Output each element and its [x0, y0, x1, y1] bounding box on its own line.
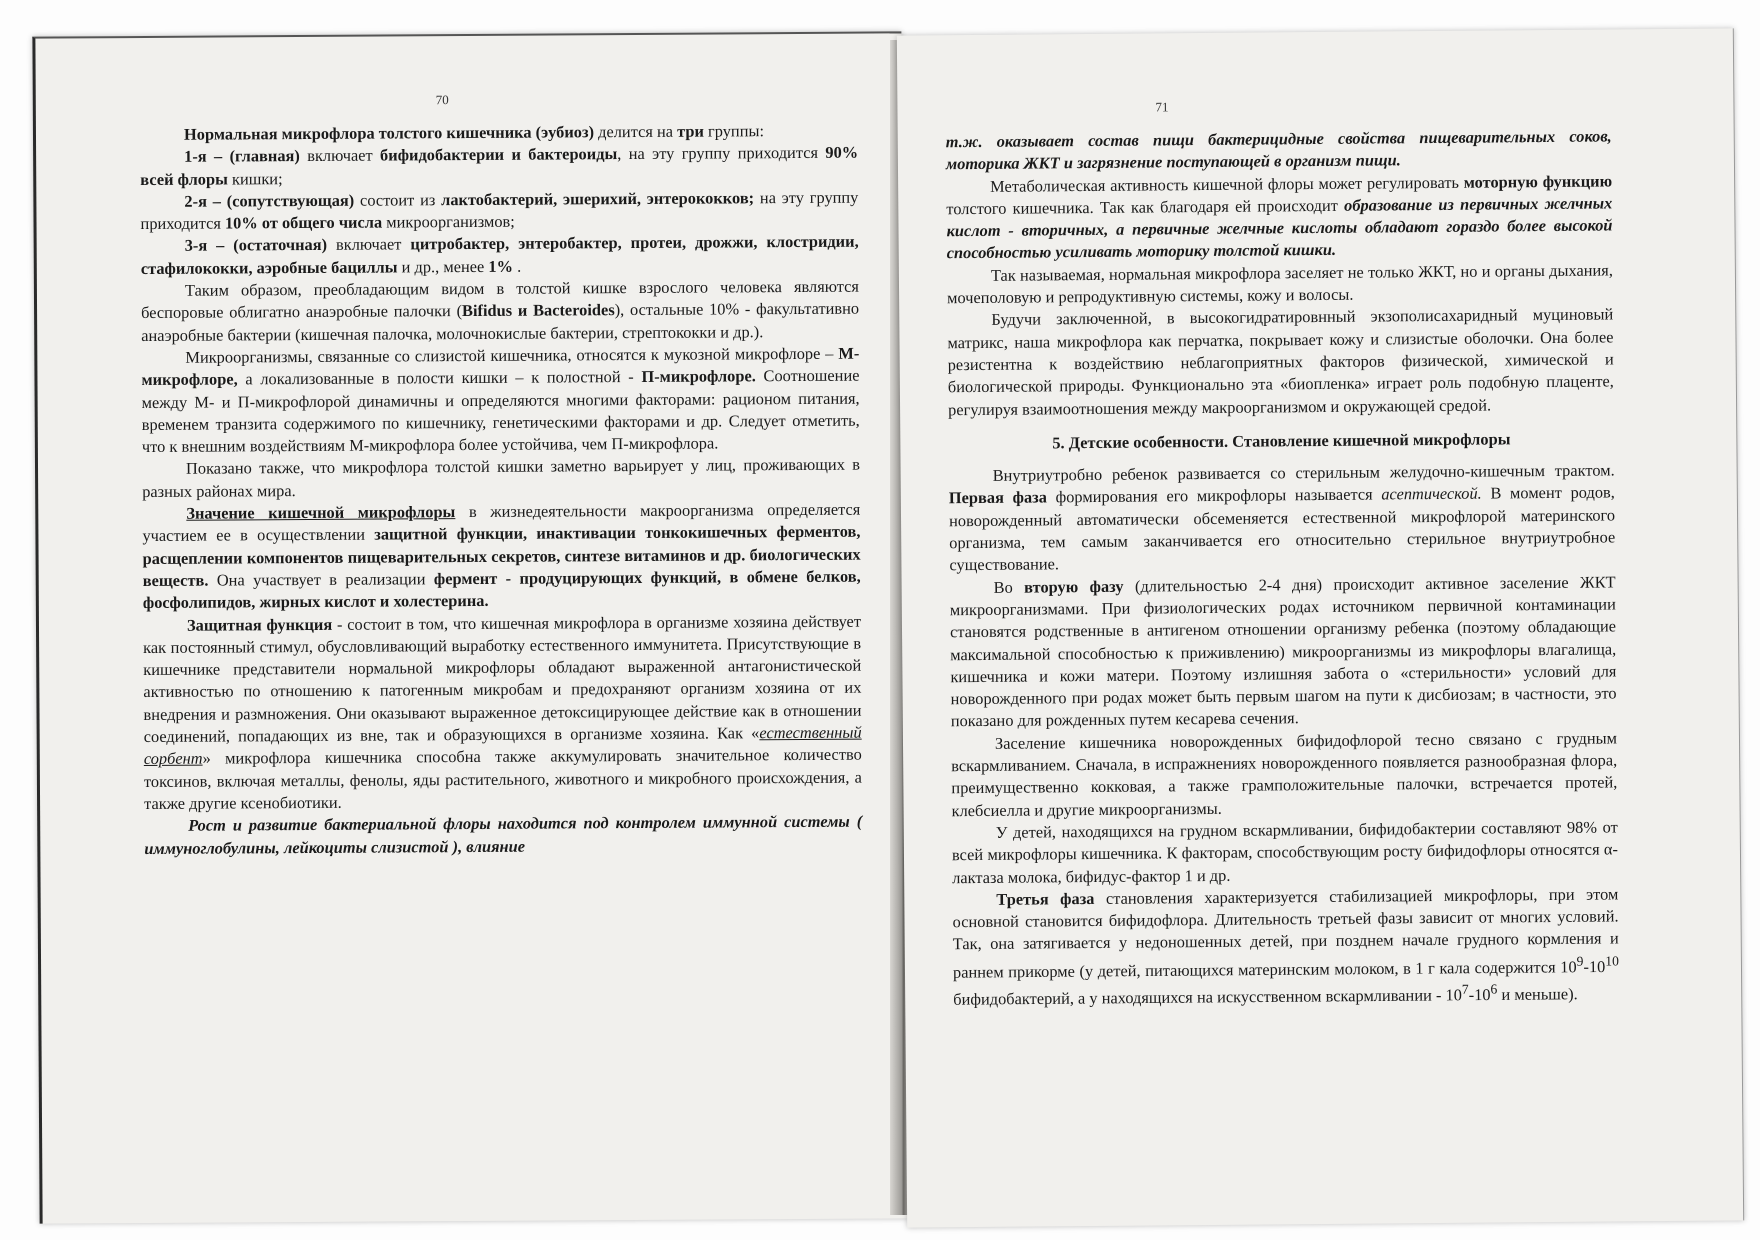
paragraph: 3-я – (остаточная) включает цитробактер, энтеробактер, протеи, дрожжи, клостридии, стафилококки, аэробные бациллы и др., менее 1% .	[140, 232, 859, 278]
paragraph: Показано также, что микрофлора толстой кишки заметно варьирует у лиц, проживающих в разных районах мира.	[142, 455, 861, 501]
left-page-text	[140, 120, 862, 860]
page-number-right: 71	[1155, 99, 1169, 115]
left-page	[32, 31, 908, 1223]
paragraph: Заселение кишечника новорожденных бифидофлорой тесно связано с грудным вскармливанием. Сначала, в испражнениях новорожденного появляется разнообразная флора, преимущественно кокковая, а также грамположительные палочки, встречается протей, клебсиелла и другие микроорганизмы.	[951, 728, 1618, 820]
paragraph: Внутриутробно ребенок развивается со стерильным желудочно-кишечным трактом. Первая фаза формирования его микрофлоры называется асептической. В момент родов, новорожденный автоматически обсеменяется естественной микрофлорой материнского организма, тем самым заканчивается его относительно стерильное внутриутробное существование.	[948, 460, 1616, 575]
page-number-left: 70	[435, 92, 449, 108]
paragraph: 2-я – (сопутствующая) состоит из лактобактерий, эшерихий, энтерококков; на эту группу приходится 10% от общего числа микроорганизмов;	[140, 187, 859, 234]
paragraph: Рост и развитие бактериальной флоры находится под контролем иммунной системы ( иммуноглобулины, лейкоциты слизистой ), влияние	[144, 811, 863, 858]
right-page	[897, 28, 1744, 1227]
section-heading: 5. Детские особенности. Становление кишечной микрофлоры	[1052, 429, 1511, 453]
paragraph: Третья фаза становления характеризуется стабилизацией микрофлоры, при этом основной становится бифидофлора. Длительность третьей фазы зависит от многих условий. Так, она затягивается у недоношенных детей, при позднем начале грудного кормления и раннем прикорме (у детей, питающихся материнским молоком, в 1 г кала содержится $10^9-10^{10}$ бифидобактерий, а у находящихся на искусственном вскармливании - $10^7-10^6$ и меньше).	[952, 884, 1619, 1010]
paragraph: Так называемая, нормальная микрофлора заселяет не только ЖКТ, но и органы дыхания, мочеполовую и репродуктивную системы, кожу и волосы.	[947, 260, 1613, 308]
paragraph: 1-я – (главная) включает бифидобактерии и бактероиды, на эту группу приходится 90% всей флоры кишки;	[140, 142, 859, 189]
paragraph: Нормальная микрофлора толстого кишечника (эубиоз) делится на три группы:	[183, 121, 765, 144]
paragraph: т.ж. оказывает состав пищи бактерицидные свойства пищеварительных соков, моторика ЖКТ и загрязнение поступающей в организм пищи.	[945, 126, 1612, 174]
paragraph: Таким образом, преобладающим видом в толстой кишке взрослого человека являются беспоровые облигатно анаэробные палочки (Bifidus и Bacteroides), остальные 10% - факультативно анаэробные бактерии (кишечная палочка, молочнокислые бактерии, стрептококки и др.).	[141, 276, 860, 345]
paragraph: Во вторую фазу (длительностью 2-4 дня) происходит активное заселение ЖКТ микроорганизмами. При физиологических родах источником первичной контаминации становятся родственные в антигеном отношении организму ребенка (поэтому обладающие максимальной способностью к приживлению) микроорганизмы из микрофлоры влагалища, кишечника и кожи матери. Поэтому излишняя забота о «стерильности» условий для новорожденного при родах может быть первым шагом на пути к дисбиозам; в частности, это показано для рожденных путем кесарева сечения.	[949, 572, 1617, 731]
right-page-text	[946, 125, 1620, 1011]
paragraph: Защитная функция - состоит в том, что кишечная микрофлора в организме хозяина действует как постоянный стимул, обусловливающий выработку естественного иммунитета. Присутствующие в кишечнике представители нормальной микрофлоры обладают выраженной антагонистической активностью по отношению к патогенным микробам и предохраняют организм хозяина от их внедрения и размножения. Они оказывают выраженное детоксицирующее действие как в отношении соединений, попадающих из вне, так и образующихся в организме хозяина. Как «естественный сорбент» микрофлора кишечника способна также аккумулировать значительное количество токсинов, включая металлы, фенолы, яды растительного, животного и микробного происхождения, а также другие ксенобиотики.	[143, 611, 862, 813]
paragraph: Микроорганизмы, связанные со слизистой кишечника, относятся к мукозной микрофлоре – М-микрофлоре, а локализованные в полости кишки – к полостной - П-микрофлоре. Соотношение между М- и П-микрофлорой динамичны и определяются многими факторами: рационом питания, временем транзита содержимого по кишечнику, генетическими факторами и др. Следует отметить, что к внешним воздействиям М-микрофлора более устойчива, чем П-микрофлора.	[141, 343, 860, 457]
paragraph: Значение кишечной микрофлоры в жизнедеятельности макроорганизма определяется участием ее в осуществлении защитной функции, инактивации тонкокишечных ферментов, расщеплении компонентов пищеварительных секретов, синтезе витаминов и др. биологических веществ. Она участвует в реализации фермент - продуцирующих функций, в обмене белков, фосфолипидов, жирных кислот и холестерина.	[142, 499, 861, 613]
paragraph: Будучи заключенной, в высокогидратировнный экзополисахаридный муциновый матрикс, наша микрофлора как перчатка, покрывает кожу и слизистые оболочки. Она более резистентна к воздействию неблагоприятных факторов физической, химической и биологической природы. Функционально эта «биопленка» играет роль подобную плаценте, регулируя взаимоотношения между макроорганизмом и окружающей средой.	[947, 304, 1614, 419]
paragraph: У детей, находящихся на грудном вскармливании, бифидобактерии составляют 98% от всей микрофлоры кишечника. К факторам, способствующим росту бифидофлоры относятся α-лактаза молока, бифидус-фактор 1 и др.	[951, 817, 1619, 887]
paragraph: Метаболическая активность кишечной флоры может регулировать моторную функцию толстого кишечника. Так как благодаря ей происходит образование из первичных желчных кислот - вторичных, а первичные желчные кислоты обладают гораздо более высокой способностью усиливать моторику толстой кишки.	[946, 171, 1613, 263]
